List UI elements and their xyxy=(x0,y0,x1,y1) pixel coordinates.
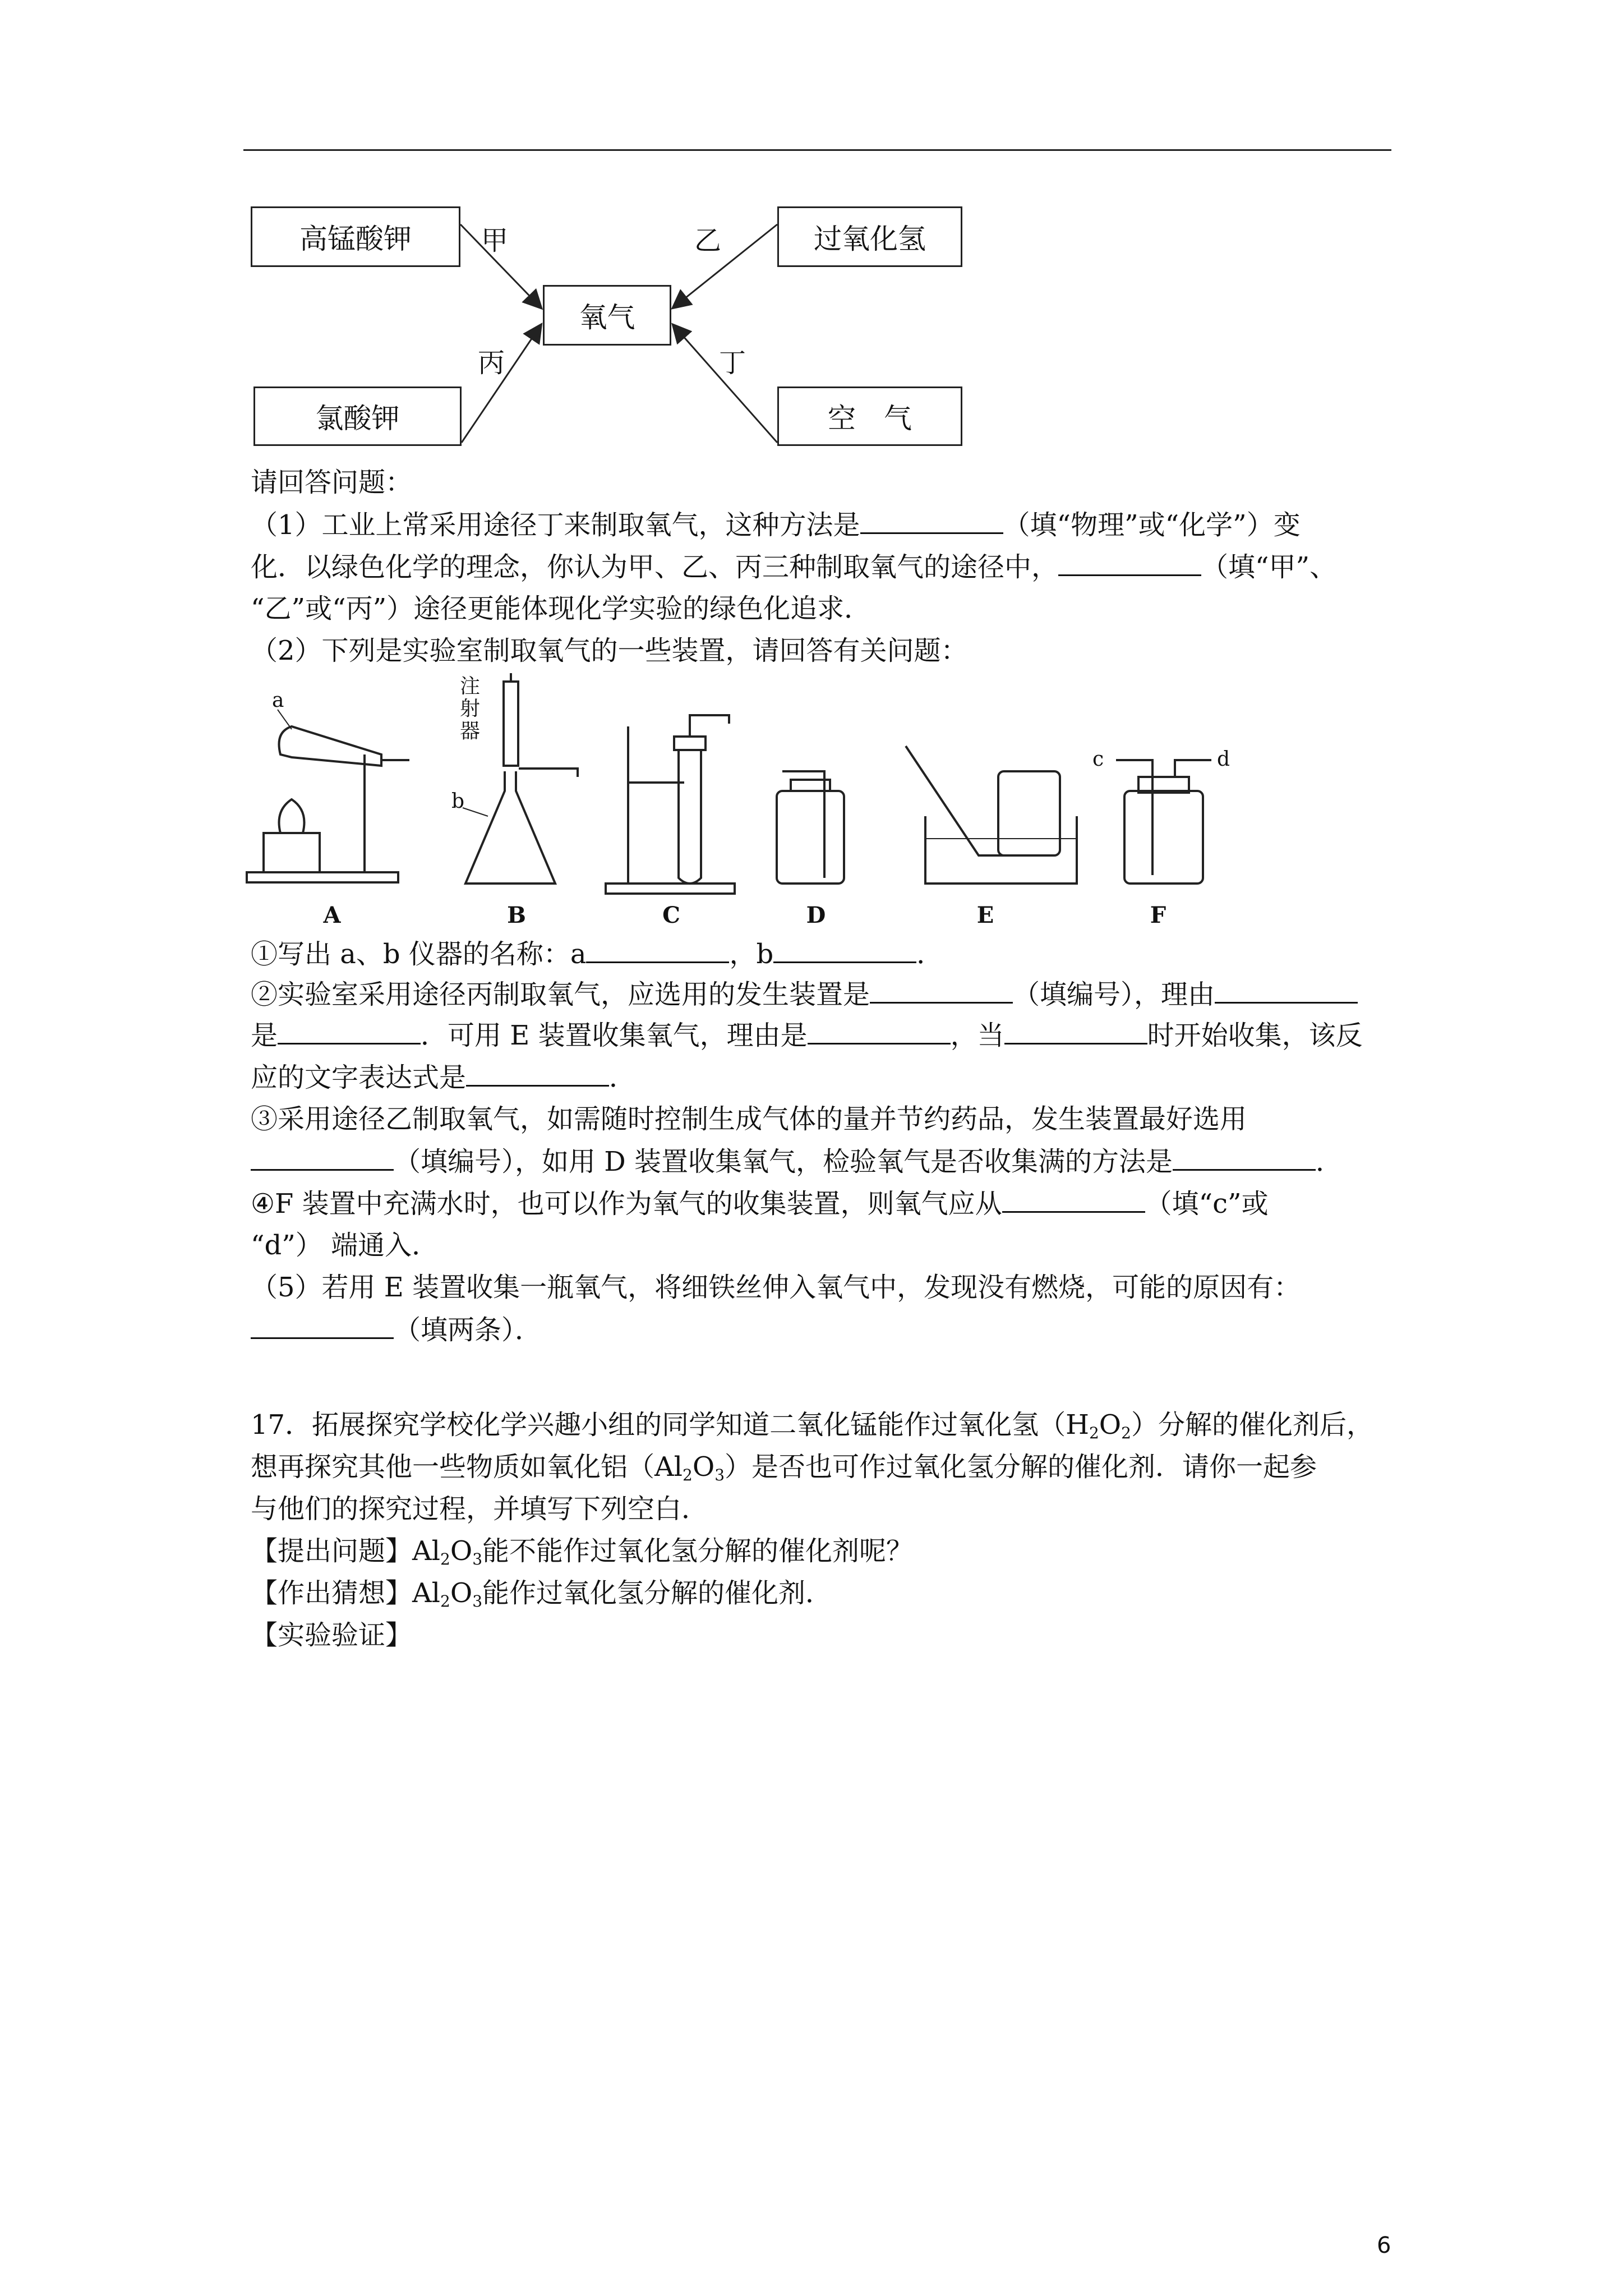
text-segment: （填两条）． xyxy=(394,1314,542,1346)
subscript: 3 xyxy=(472,1550,483,1568)
text-line xyxy=(251,1144,1343,1179)
text-segment: （2）下列是实验室制取氧气的一些装置，请回答有关问题： xyxy=(251,635,968,666)
text-segment: ）分解的催化剂后， xyxy=(1131,1409,1373,1441)
route-label-jia: 甲 xyxy=(481,225,509,256)
source-potassium-permanganate: 高锰酸钾 xyxy=(251,206,460,267)
text-line xyxy=(251,466,412,499)
text-segment: ． xyxy=(609,1062,637,1093)
text-segment: 时开始收集，该反 xyxy=(1147,1020,1363,1051)
text-line xyxy=(251,1576,832,1618)
text-segment: 【提出问题】Al xyxy=(251,1535,441,1567)
answer-blank[interactable] xyxy=(1002,1186,1145,1213)
text-line xyxy=(251,1492,708,1526)
text-segment: 请回答问题： xyxy=(251,467,413,498)
subscript: 2 xyxy=(1089,1424,1099,1442)
oxygen-route-diagram xyxy=(0,0,1623,460)
source-potassium-chlorate: 氯酸钾 xyxy=(253,386,462,446)
text-segment: ④F 装置中充满水时，也可以作为氧气的收集装置，则氧气应从 xyxy=(251,1188,1002,1220)
text-segment: O xyxy=(450,1535,473,1567)
text-segment: （5）若用 E 装置收集一瓶氧气，将细铁丝伸入氧气中，发现没有燃烧，可能的原因有： xyxy=(251,1272,1301,1303)
answer-blank[interactable] xyxy=(773,937,916,963)
text-line xyxy=(251,634,968,668)
text-line xyxy=(251,508,1301,542)
syringe-label-2: 射 xyxy=(460,697,481,720)
text-segment: （填“甲”、 xyxy=(1201,551,1337,583)
apparatus-a xyxy=(247,710,409,882)
text-segment: ③采用途径乙制取氧气，如需随时控制生成气体的量并节约药品，发生装置最好选用 xyxy=(251,1103,1247,1135)
text-line xyxy=(251,550,1336,584)
source-air: 空 气 xyxy=(777,386,962,446)
answer-blank[interactable] xyxy=(586,937,729,963)
label-f-device: F xyxy=(1150,902,1166,928)
text-segment: 17．拓展探究学校化学兴趣小组的同学知道二氧化锰能作过氧化氢（H xyxy=(251,1409,1089,1441)
text-segment: ②实验室采用途径丙制取氧气，应选用的发生装置是 xyxy=(251,979,870,1010)
part-b-label: b xyxy=(451,790,465,813)
answer-blank[interactable] xyxy=(1058,550,1201,576)
text-segment: 与他们的探究过程，并填写下列空白． xyxy=(251,1493,709,1525)
label-a-device: A xyxy=(323,902,341,928)
text-line xyxy=(251,937,943,971)
text-segment: （填“物理”或“化学”）变 xyxy=(1003,509,1301,541)
text-segment: ，b xyxy=(729,938,774,970)
text-segment: ．可用 E 装置收集氧气，理由是 xyxy=(421,1020,808,1051)
answer-blank[interactable] xyxy=(1004,1018,1147,1045)
text-segment: 是 xyxy=(251,1020,278,1051)
oxygen-box: 氧气 xyxy=(543,285,671,346)
text-segment: O xyxy=(450,1577,473,1609)
subscript: 2 xyxy=(440,1550,450,1568)
page-number: 6 xyxy=(1377,2233,1391,2258)
text-segment: ，当 xyxy=(950,1020,1004,1051)
answer-blank[interactable] xyxy=(1173,1144,1316,1171)
text-segment: ． xyxy=(1316,1146,1343,1177)
text-segment: 【实验验证】 xyxy=(251,1619,413,1651)
label-c-device: C xyxy=(662,902,680,928)
answer-blank[interactable] xyxy=(466,1060,609,1087)
text-line xyxy=(251,1450,1317,1492)
answer-blank[interactable] xyxy=(251,1144,394,1171)
port-c-label: c xyxy=(1092,748,1104,771)
text-segment: 能作过氧化氢分解的催化剂． xyxy=(482,1577,833,1609)
subscript: 3 xyxy=(472,1592,483,1611)
text-segment: O xyxy=(1099,1409,1122,1441)
apparatus-e xyxy=(906,746,1077,884)
apparatus-d xyxy=(777,771,844,884)
part-a-label: a xyxy=(272,689,284,712)
subscript: 2 xyxy=(683,1466,693,1484)
text-line xyxy=(251,1618,412,1652)
text-segment: 能不能作过氧化氢分解的催化剂呢？ xyxy=(482,1535,914,1567)
subscript: 2 xyxy=(440,1592,450,1611)
answer-blank[interactable] xyxy=(278,1018,421,1045)
text-segment: ）是否也可作过氧化氢分解的催化剂．请你一起参 xyxy=(725,1451,1317,1483)
text-line xyxy=(251,1186,1269,1221)
text-line xyxy=(251,592,871,625)
answer-blank[interactable] xyxy=(808,1018,951,1045)
text-segment: （填“c”或 xyxy=(1145,1188,1269,1220)
label-d-device: D xyxy=(806,902,826,928)
text-line xyxy=(251,1228,439,1262)
text-segment: “d”） 端通入． xyxy=(251,1230,439,1261)
answer-blank[interactable] xyxy=(870,977,1013,1004)
route-label-yi: 乙 xyxy=(694,225,722,256)
text-segment: ①写出 a、b 仪器的名称：a xyxy=(251,938,587,970)
text-line xyxy=(251,1271,1301,1304)
arrow-yi xyxy=(674,224,777,307)
port-d-label: d xyxy=(1217,748,1230,771)
route-label-bing: 丙 xyxy=(478,347,505,379)
lab-apparatus-figure xyxy=(241,670,1251,928)
text-segment: 想再探究其他一些物质如氧化铝（Al xyxy=(251,1451,683,1483)
apparatus-f xyxy=(1116,760,1211,884)
text-line xyxy=(251,1313,542,1347)
text-segment: （1）工业上常采用途径丁来制取氧气，这种方法是 xyxy=(251,509,860,541)
text-line xyxy=(251,1102,1247,1136)
text-segment: 应的文字表达式是 xyxy=(251,1062,467,1093)
text-line xyxy=(251,1534,913,1576)
label-e-device: E xyxy=(976,902,994,928)
text-segment: ． xyxy=(916,938,944,970)
answer-blank[interactable] xyxy=(860,508,1003,534)
text-segment: （填编号），如用 D 装置收集氧气，检验氧气是否收集满的方法是 xyxy=(394,1146,1173,1177)
subscript: 2 xyxy=(1121,1424,1131,1442)
text-line xyxy=(251,1060,636,1094)
text-segment: “乙”或“丙”）途径更能体现化学实验的绿色化追求． xyxy=(251,593,872,624)
text-segment: 化．以绿色化学的理念，你认为甲、乙、丙三种制取氧气的途径中， xyxy=(251,551,1059,583)
source-hydrogen-peroxide: 过氧化氢 xyxy=(777,206,962,267)
text-line xyxy=(251,1018,1363,1052)
text-segment: （填编号），理由 xyxy=(1013,979,1215,1010)
text-line xyxy=(251,1408,1373,1450)
syringe-label-1: 注 xyxy=(460,675,481,698)
text-segment: O xyxy=(692,1451,715,1483)
answer-blank[interactable] xyxy=(1215,977,1358,1004)
subscript: 3 xyxy=(714,1466,725,1484)
text-line xyxy=(251,977,1358,1011)
apparatus-c xyxy=(606,715,735,894)
syringe-label-3: 器 xyxy=(460,720,481,743)
answer-blank[interactable] xyxy=(251,1313,394,1339)
label-b-device: B xyxy=(507,902,526,928)
route-label-ding: 丁 xyxy=(719,347,746,379)
text-segment: 【作出猜想】Al xyxy=(251,1577,441,1609)
